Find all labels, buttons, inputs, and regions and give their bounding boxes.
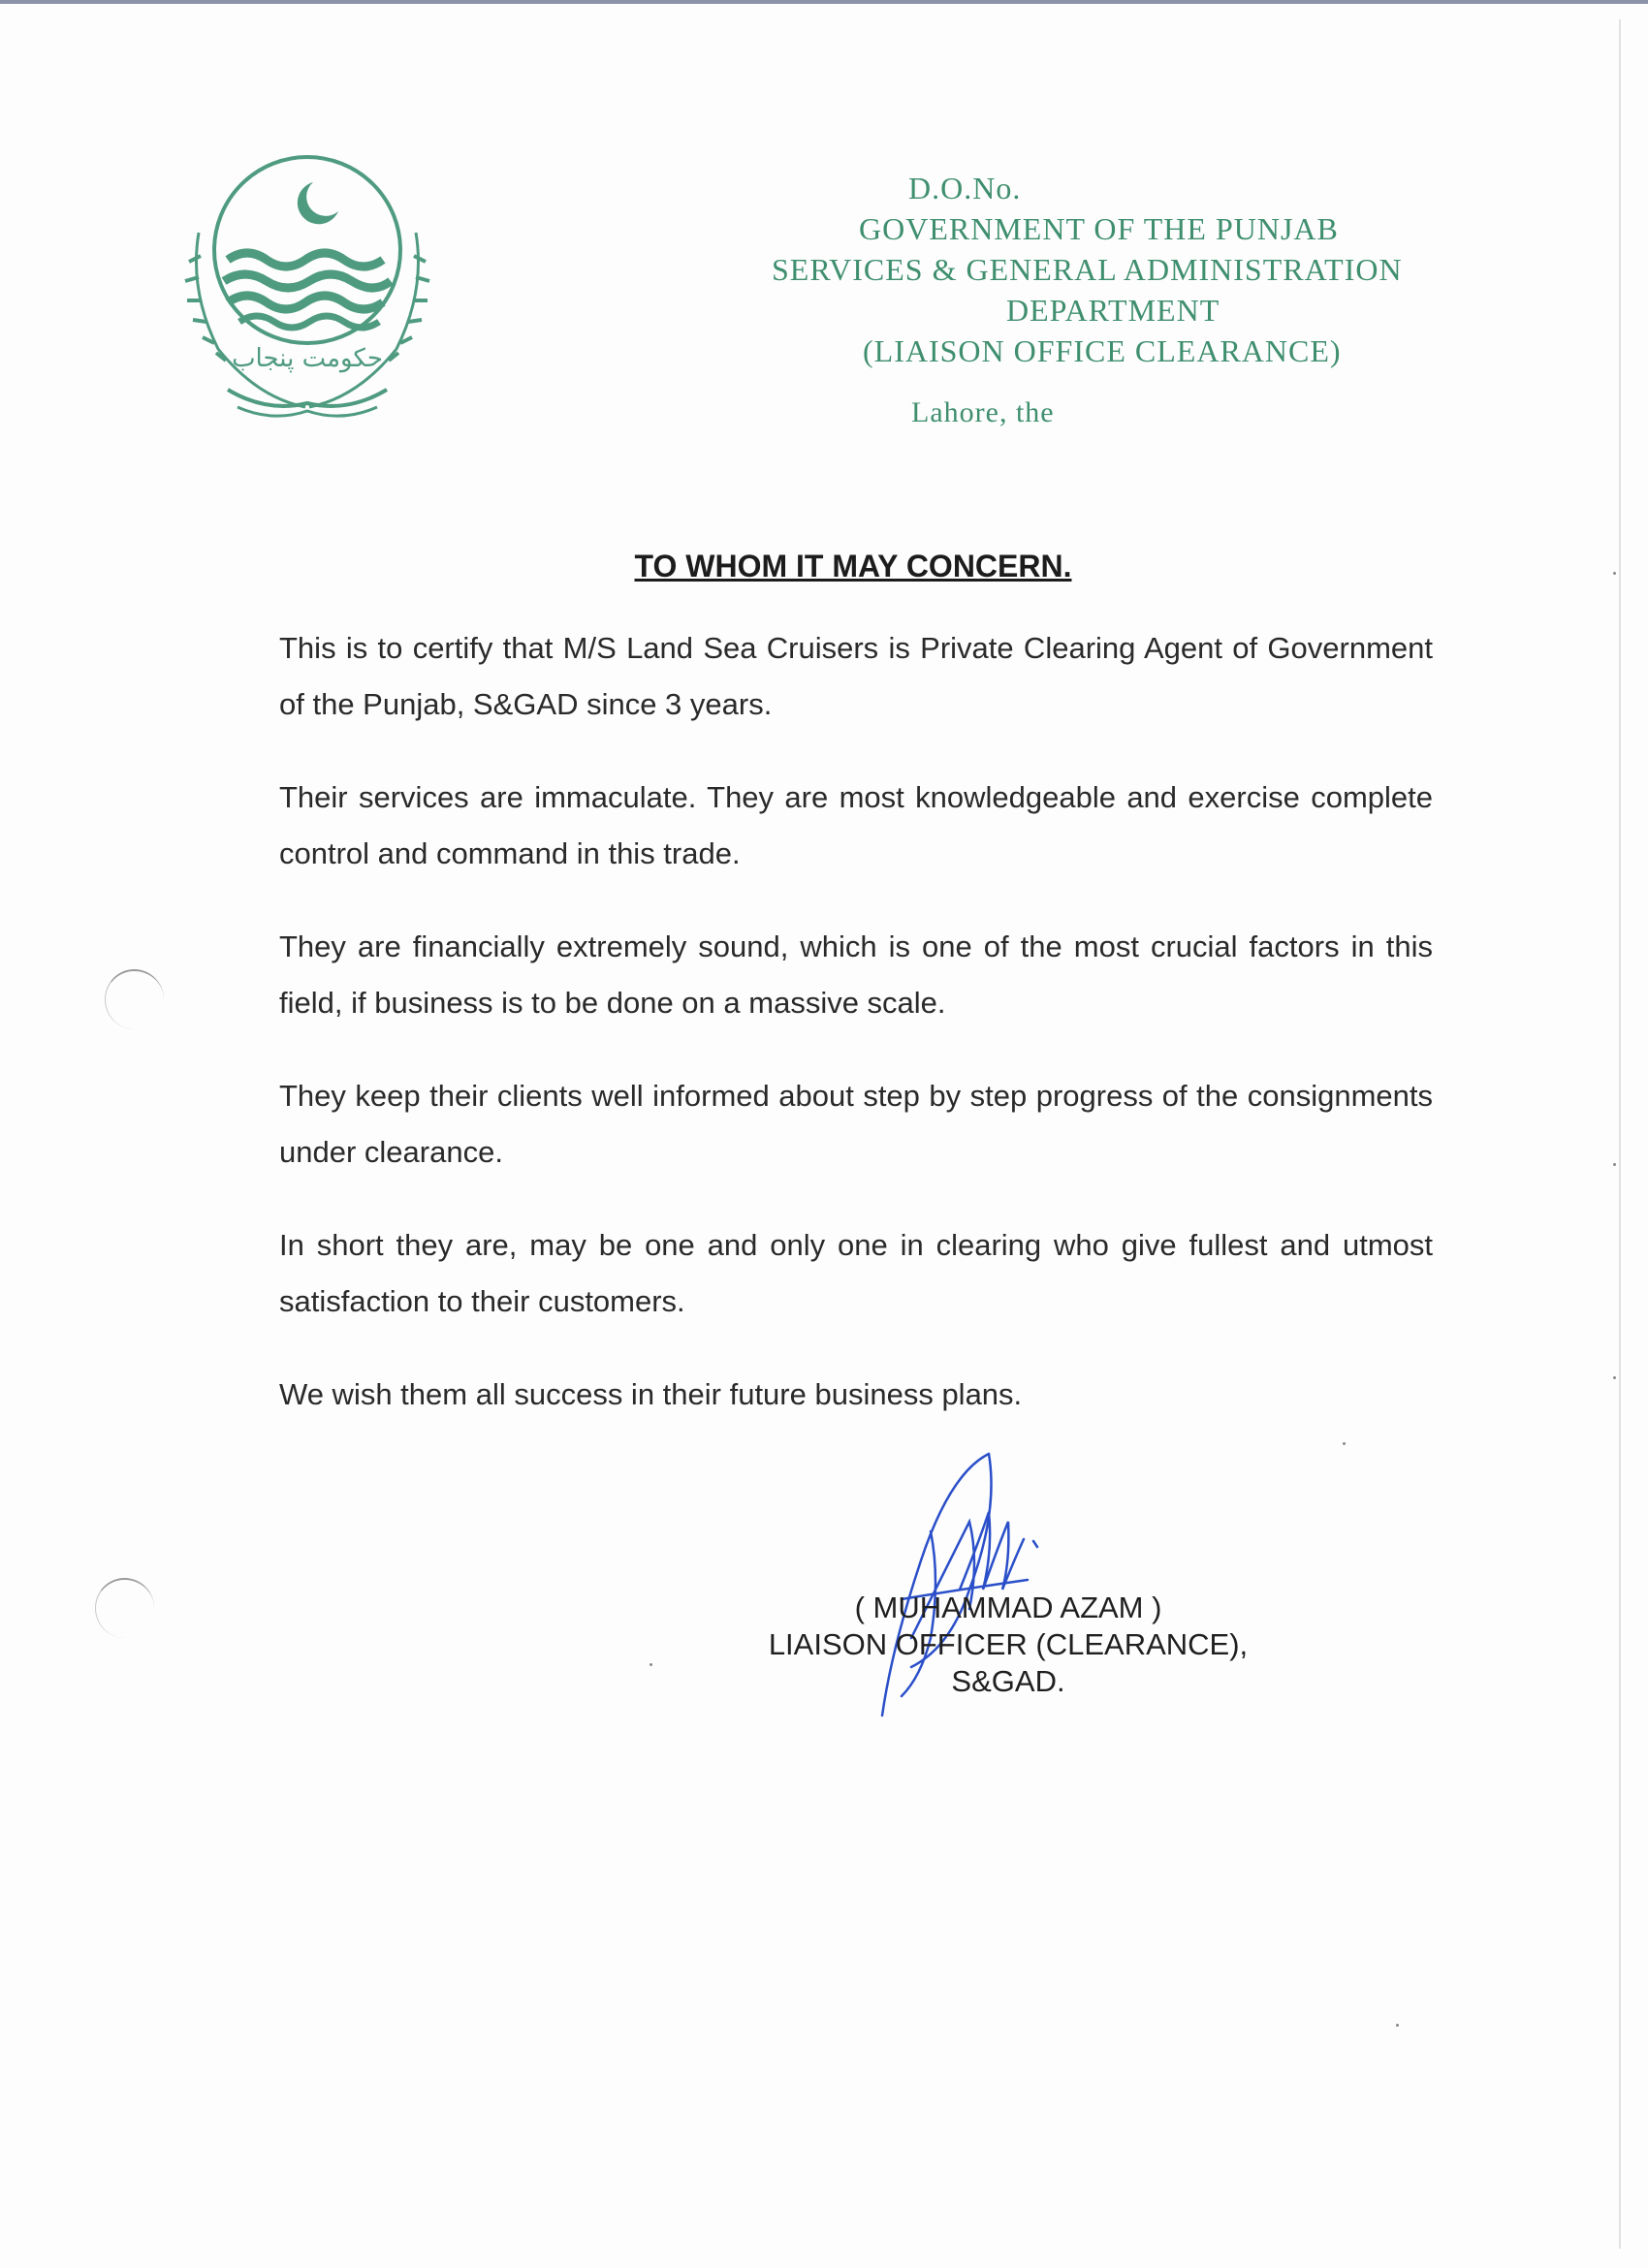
emblem-urdu-text: حکومت پنجاب: [232, 344, 383, 373]
government-title: GOVERNMENT OF THE PUNJAB: [859, 211, 1339, 246]
department-title-continued: DEPARTMENT: [1006, 293, 1220, 328]
signatory-block: [679, 1590, 1338, 1700]
do-number-label: D.O.No.: [908, 171, 1022, 205]
scan-top-edge: [0, 0, 1648, 4]
place-date-line: Lahore, the: [911, 396, 1055, 428]
paragraph: In short they are, may be one and only one in clearing who give fullest and utmost satisfaction to their customers.: [279, 1228, 1433, 1318]
paragraph: We wish them all success in their future business plans.: [279, 1377, 1023, 1411]
signatory-department: S&GAD.: [951, 1664, 1065, 1698]
scan-speck: [1613, 1163, 1616, 1166]
department-title: SERVICES & GENERAL ADMINISTRATION: [772, 252, 1403, 287]
scan-speck: [1613, 1376, 1616, 1379]
punjab-emblem-logo: [131, 145, 480, 436]
letter-body: [279, 620, 1433, 1460]
signatory-name: ( MUHAMMAD AZAM ): [854, 1591, 1162, 1624]
scan-right-edge: [1619, 19, 1621, 2249]
paragraph: They are financially extremely sound, which is one of the most crucial factors in this field, if business is to be done on a massive scale.: [279, 929, 1433, 1020]
scan-speck: [1613, 572, 1616, 575]
punch-hole-bottom: [95, 1578, 154, 1638]
scan-speck: [1343, 1442, 1346, 1445]
punch-hole-top: [105, 969, 164, 1029]
scan-speck: [650, 1663, 652, 1666]
signatory-designation: LIAISON OFFICER (CLEARANCE),: [768, 1627, 1249, 1661]
office-title: (LIAISON OFFICE CLEARANCE): [863, 333, 1342, 368]
paragraph: They keep their clients well informed about step by step progress of the consignments under clearance.: [279, 1079, 1433, 1169]
paragraph: Their services are immaculate. They are most knowledgeable and exercise complete control and command in this trade.: [279, 780, 1433, 870]
paragraph: This is to certify that M/S Land Sea Cruisers is Private Clearing Agent of Government of the Punjab, S&GAD since 3 years.: [279, 631, 1433, 721]
letter-heading: TO WHOM IT MAY CONCERN.: [634, 549, 1072, 583]
scan-speck: [1396, 2024, 1399, 2027]
